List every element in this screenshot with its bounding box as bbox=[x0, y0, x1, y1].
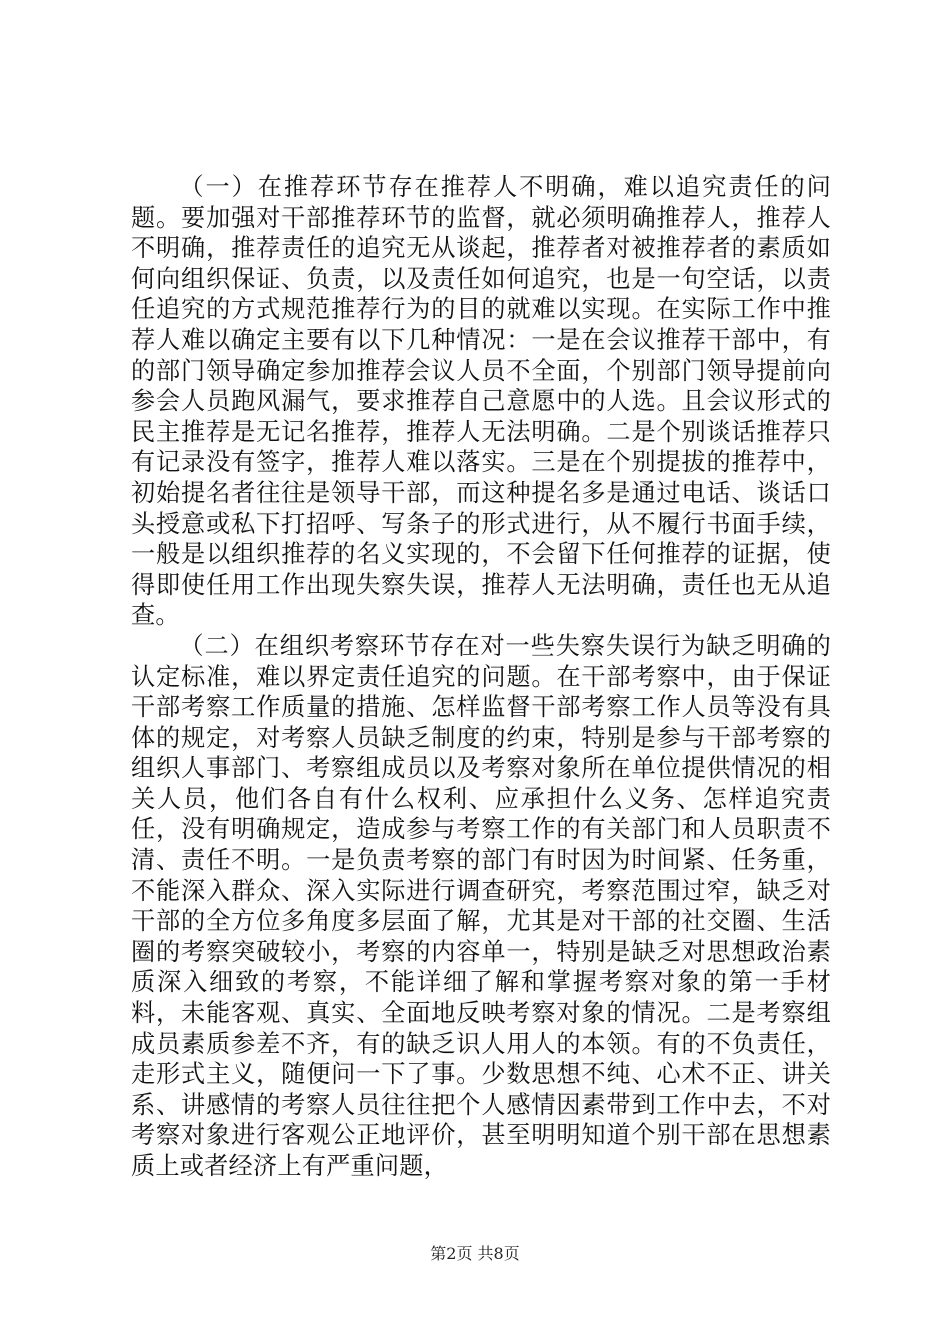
page-footer bbox=[0, 1244, 950, 1264]
paragraph-2: （二）在组织考察环节存在对一些失察失误行为缺乏明确的认定标准，难以界定责任追究的问题。在干部考察中，由于保证干部考察工作质量的措施、怎样监督干部考察工作人员等没有具体的规定，对考察人员缺乏制度的约束，特别是参与干部考察的组织人事部门、考察组成员以及考察对象所在单位提供情况的相关人员，他们各自有什么权利、应承担什么义务、怎样追究责任，没有明确规定，造成参与考察工作的有关部门和人员职责不清、责任不明。一是负责考察的部门有时因为时间紧、任务重，不能深入群众、深入实际进行调查研究，考察范围过窄，缺乏对干部的全方位多角度多层面了解，尤其是对干部的社交圈、生活圈的考察突破较小，考察的内容单一，特别是缺乏对思想政治素质深入细致的考察，不能详细了解和掌握考察对象的第一手材料，未能客观、真实、全面地反映考察对象的情况。二是考察组成员素质参差不齐，有的缺乏识人用人的本领。有的不负责任，走形式主义，随便问一下了事。少数思想不纯、心术不正、讲关系、讲感情的考察人员往往把个人感情因素带到工作中去，不对考察对象进行客观公正地评价，甚至明明知道个别干部在思想素质上或者经济上有严重问题， bbox=[131, 631, 831, 1180]
document-body bbox=[131, 172, 831, 1182]
paragraph-1: （一）在推荐环节存在推荐人不明确，难以追究责任的问题。要加强对干部推荐环节的监督，就必须明确推荐人，推荐人不明确，推荐责任的追究无从谈起，推荐者对被推荐者的素质如何向组织保证、负责，以及责任如何追究，也是一句空话，以责任追究的方式规范推荐行为的目的就难以实现。在实际工作中推荐人难以确定主要有以下几种情况：一是在会议推荐干部中，有的部门领导确定参加推荐会议人员不全面，个别部门领导提前向参会人员跑风漏气，要求推荐自己意愿中的人选。且会议形式的民主推荐是无记名推荐，推荐人无法明确。二是个别谈话推荐只有记录没有签字，推荐人难以落实。三是在个别提拔的推荐中，初始提名者往往是领导干部，而这种提名多是通过电话、谈话口头授意或私下打招呼、写条子的形式进行，从不履行书面手续，一般是以组织推荐的名义实现的，不会留下任何推荐的证据，使得即使任用工作出现失察失误，推荐人无法明确，责任也无从追查。 bbox=[131, 173, 831, 630]
page-number: 第2页 共8页 bbox=[430, 1244, 520, 1263]
